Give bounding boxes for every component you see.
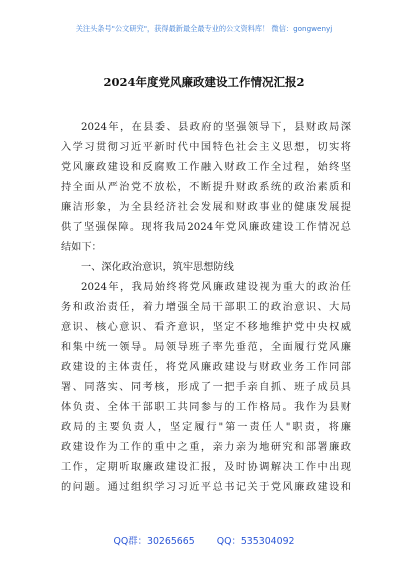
paragraph-intro: [61, 118, 351, 258]
text-line: 政建设作为工作的重中之重，亲力亲为地研究和部署廉政: [61, 442, 351, 453]
text-line: 2024年，在县委、县政府的坚强领导下，县财政局深: [81, 122, 351, 133]
text-line: 入学习贯彻习近平新时代中国特色社会主义思想，切实将: [61, 142, 351, 153]
qq-group-number: 30265665: [146, 536, 195, 547]
text-line: 意识、核心意识、看齐意识，坚定不移地维护党中央权威: [61, 322, 351, 333]
footer-contact: [0, 533, 408, 547]
text-line: 政局的主要负责人，坚定履行"第一责任人"职责，将廉: [61, 422, 351, 433]
paragraph-section-1: [61, 278, 351, 498]
qq-label: QQ：: [216, 536, 241, 547]
qq-number: 535304092: [240, 536, 295, 547]
text-line: 政建设的主体责任，将党风廉政建设与财政业务工作同部: [61, 362, 351, 373]
text-line: 持全面从严治党不放松，不断提升财政系统的政治素质和: [61, 182, 351, 193]
text-line: 一、深化政治意识，筑牢思想防线: [81, 262, 234, 273]
header-banner: 关注头条号"公文研究"，获得最新最全最专业的公文资料库！ 微信：gongwenyj: [75, 24, 333, 33]
text-line: 工作，定期听取廉政建设汇报，及时协调解决工作中出现: [61, 462, 351, 473]
text-line: 的问题。通过组织学习习近平总书记关于党风廉政建设和: [61, 482, 351, 493]
text-line: 2024年，我局始终将党风廉政建设视为重大的政治任: [81, 282, 351, 293]
text-line: 体负责、全体干部职工共同参与的工作格局。我作为县财: [61, 402, 351, 413]
qq-group-label: QQ群：: [113, 536, 147, 547]
text-line: 供了坚强保障。现将我局2024年党风廉政建设工作情况总: [61, 222, 351, 233]
document-title: 2024年度党风廉政建设工作情况汇报2: [103, 75, 305, 89]
text-line: 廉洁形象，为全县经济社会发展和财政事业的健康发展提: [61, 202, 351, 213]
text-line: 结如下：: [61, 242, 102, 253]
text-line: 务和政治责任，着力增强全局干部职工的政治意识、大局: [61, 302, 351, 313]
text-line: 党风廉政建设和反腐败工作融入财政工作全过程，始终坚: [61, 162, 351, 173]
text-line: 和集中统一领导。局领导班子率先垂范，全面履行党风廉: [61, 342, 351, 353]
text-line: 署、同落实、同考核，形成了一把手亲自抓、班子成员具: [61, 382, 351, 393]
section-heading-1: [61, 258, 351, 278]
